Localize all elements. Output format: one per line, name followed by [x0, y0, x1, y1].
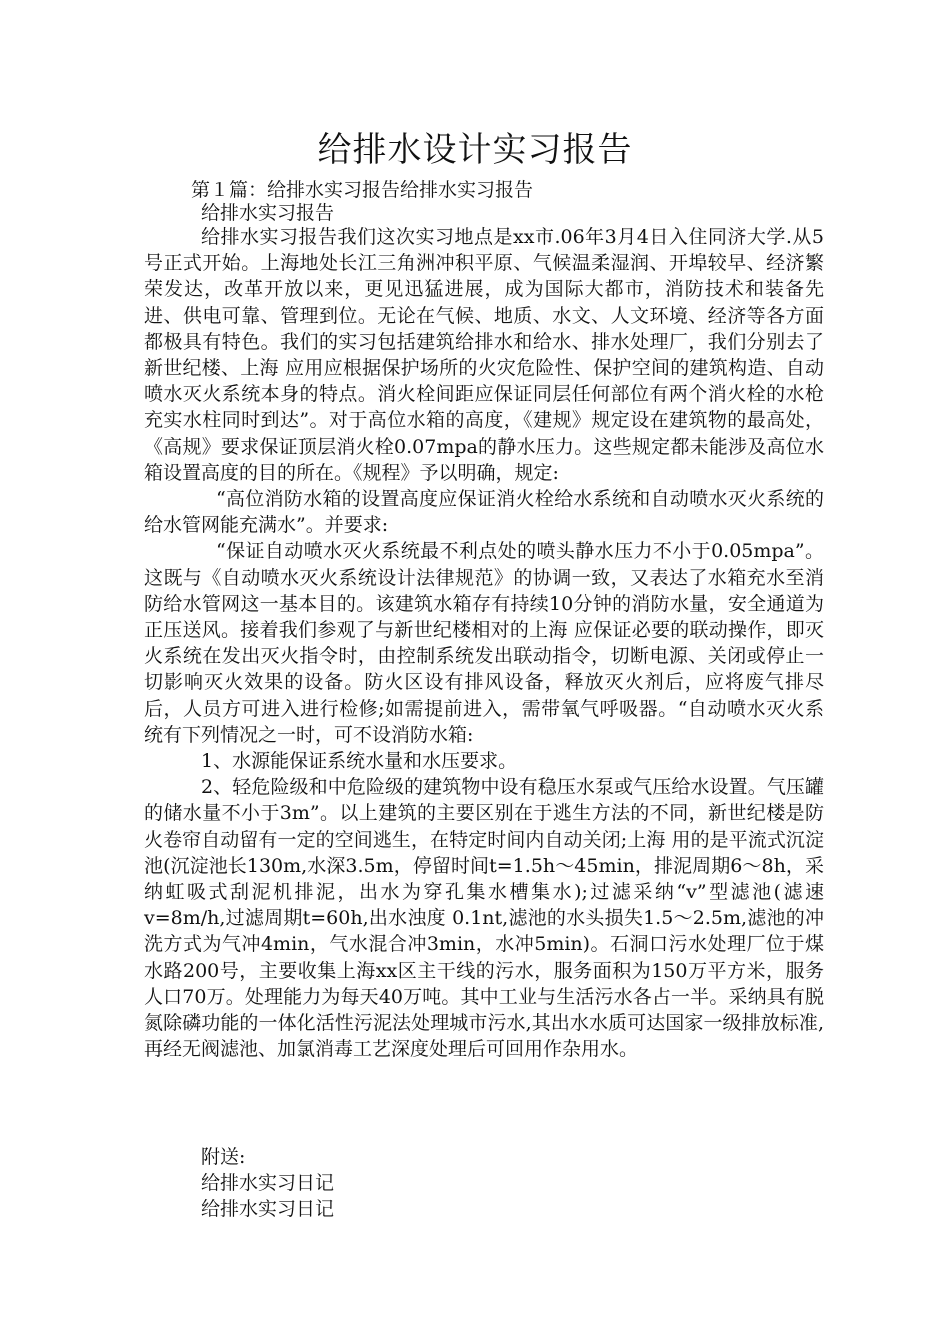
paragraph-quote-2: “保证自动喷水灭火系统最不利点处的喷头静水压力不小于0.05mpa”。这既与《自动喷水灭火系统设计法律规范》的协调一致，又表达了水箱充水至消防给水管网这一基本目的。该建筑水箱存有持续10分钟的消防水量，安全通道为正压送风。接着我们参观了与新世纪楼相对的上海 应保证必要的联动操作，即灭火系统在发出灭火指令时，由控制系统发出联动指令，切断电源、关闭或停止一切影响灭火效果的设备。防火区设有排风设备，释放灭火剂后，应将废气排尽后，人员方可进入进行检修;如需提前进入，需带氧气呼吸器。“自动喷水灭火系统有下列情况之一时，可不设消防水箱: — [144, 540, 824, 746]
appendix-item: 给排水实习日记 — [201, 1198, 335, 1220]
document-title: 给排水设计实习报告 — [317, 130, 633, 170]
paragraph-item-2: 2、轻危险级和中危险级的建筑物中设有稳压水泵或气压给水设置。气压罐的储水量不小于3m”。以上建筑的主要区别在于逃生方法的不同，新世纪楼是防火卷帘自动留有一定的空间逃生，在特定时间内自动关闭;上海 用的是平流式沉淀池(沉淀池长130m,水深3.5m，停留时间t=1.5h～45min，排泥周期6～8h，采纳虹吸式刮泥机排泥，出水为穿孔集水槽集水);过滤采纳“v”型滤池(滤速v=8m/h,过滤周期t=60h,出水浊度 0.1nt,滤池的水头损失1.5～2.5m,滤池的冲洗方式为气冲4min，气水混合冲3min，水冲5min)。石洞口污水处理厂位于煤水路200号，主要收集上海xx区主干线的污水，服务面积为150万平方米，服务人口70万。处理能力为每天40万吨。其中工业与生活污水各占一半。采纳具有脱氮除磷功能的一体化活性污泥法处理城市污水,其出水水质可达国家一级排放标准,再经无阀滤池、加氯消毒工艺深度处理后可回用作杂用水。 — [144, 776, 824, 1061]
section-heading: 给排水实习报告 — [201, 202, 335, 224]
paragraph-item-1: 1、水源能保证系统水量和水压要求。 — [201, 750, 518, 773]
paragraph-quote-1: “高位消防水箱的设置高度应保证消火栓给水系统和自动喷水灭火系统的给水管网能充满水”。并要求: — [144, 488, 824, 537]
report-body — [144, 224, 824, 1063]
document-subtitle: 第１篇：给排水实习报告给排水实习报告 — [191, 179, 534, 201]
appendix-item: 给排水实习日记 — [201, 1172, 335, 1194]
appendix-label: 附送: — [201, 1146, 246, 1168]
paragraph-intro: 给排水实习报告我们这次实习地点是xx市.06年3月4日入住同济大学.从5号正式开始。上海地处长江三角洲冲积平原、气候温柔湿润、开埠较早、经济繁荣发达，改革开放以来，更见迅猛进展，成为国际大都市，消防技术和装备先进、供电可靠、管理到位。无论在气候、地质、水文、人文环境、经济等各方面都极具有特色。我们的实习包括建筑给排水和给水、排水处理厂，我们分别去了新世纪楼、上海 应用应根据保护场所的火灾危险性、保护空间的建筑构造、自动喷水灭火系统本身的特点。消火栓间距应保证同层任何部位有两个消火栓的水枪充实水柱同时到达”。对于高位水箱的高度，《建规》规定设在建筑物的最高处，《高规》要求保证顶层消火栓0.07mpa的静水压力。这些规定都未能涉及高位水箱设置高度的目的所在。《规程》予以明确，规定: — [144, 226, 824, 484]
